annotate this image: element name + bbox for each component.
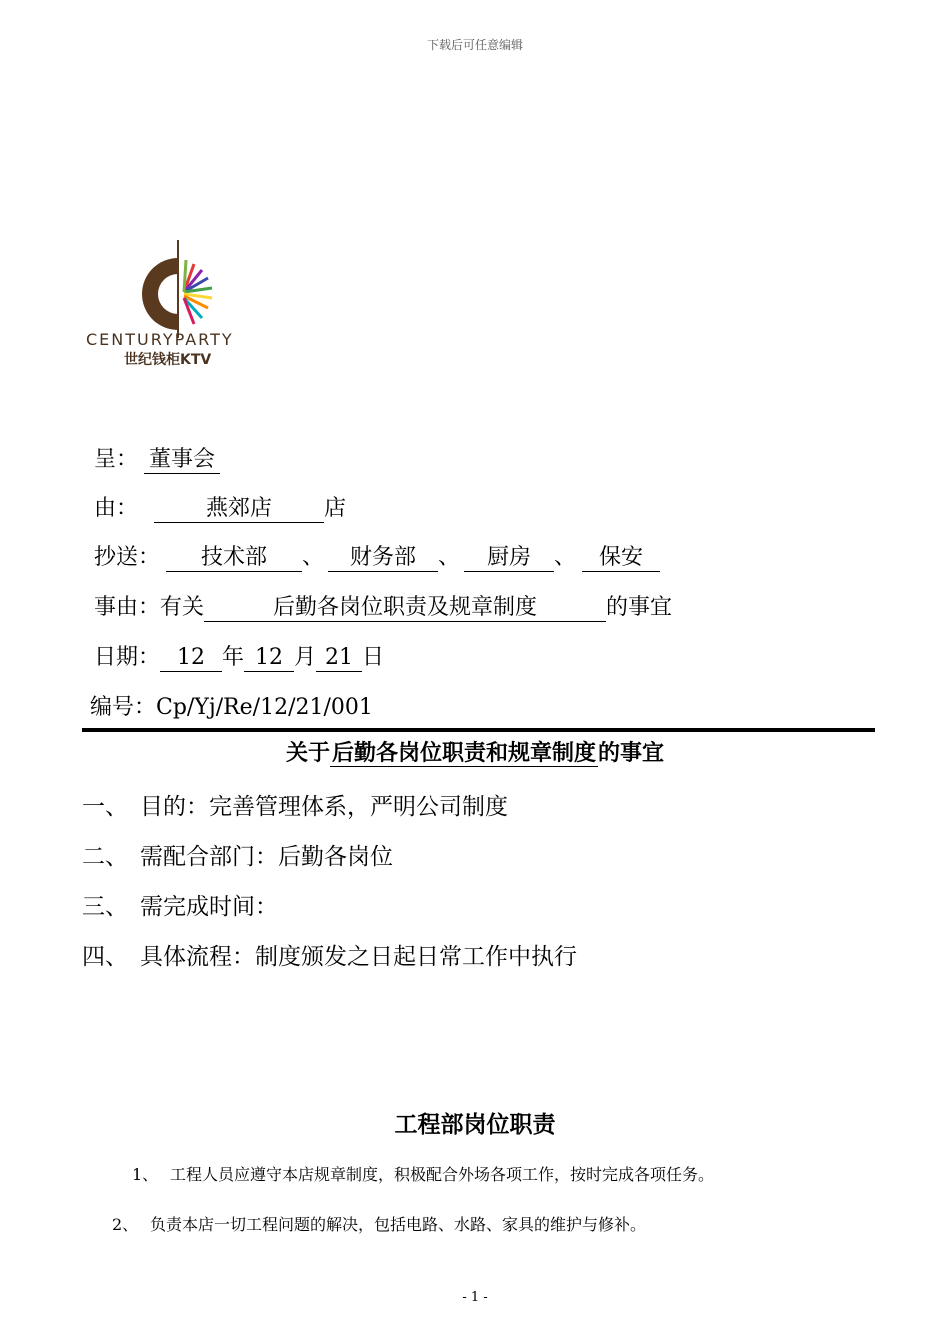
memo-cc-label: 抄送： (94, 545, 161, 570)
memo-number (90, 690, 373, 721)
memo-date-label: 日期： (94, 645, 161, 670)
memo-number-label: 编号： (90, 695, 157, 720)
section-text: 目的：完善管理体系，严明公司制度 (140, 794, 508, 820)
memo-subject (94, 590, 672, 622)
divider-rule (82, 728, 875, 732)
list-item-text: 负责本店一切工程问题的解决，包括电路、水路、家具的维护与修补。 (150, 1215, 647, 1234)
section-item (82, 938, 577, 971)
memo-number-value: Cp/Yj/Re/12/21/001 (156, 695, 373, 720)
memo-to-label: 呈： (94, 447, 139, 472)
memo-date-year-unit: 年 (222, 645, 245, 670)
document-title (0, 736, 950, 767)
memo-from-label: 由： (94, 496, 139, 521)
memo-cc-sep: 、 (554, 545, 577, 570)
memo-subject-value: 后勤各岗位职责及规章制度 (204, 595, 606, 622)
title-subject: 后勤各岗位职责和规章制度 (331, 740, 596, 766)
memo-date-month: 12 (244, 645, 294, 672)
memo-cc-sep: 、 (438, 545, 461, 570)
memo-cc-item: 财务部 (328, 545, 438, 572)
memo-subject-suffix: 的事宜 (606, 595, 673, 620)
memo-date-day: 21 (316, 645, 362, 672)
memo-subject-label: 事由：有关 (94, 595, 205, 620)
memo-from (94, 491, 346, 523)
memo-from-suffix: 店 (324, 496, 347, 521)
memo-date-year: 12 (160, 645, 222, 672)
section-text: 需完成时间： (140, 894, 278, 920)
logo-mark-icon (142, 240, 212, 338)
memo-cc-item: 保安 (582, 545, 660, 572)
subheading: 工程部岗位职责 (394, 1111, 556, 1138)
memo-from-value: 燕郊店 (154, 496, 324, 523)
memo-cc (94, 540, 660, 572)
memo-date (94, 640, 384, 672)
section-text: 具体流程：制度颁发之日起日常工作中执行 (140, 944, 577, 970)
section-num: 三、 (82, 894, 128, 920)
memo-date-day-unit: 日 (362, 645, 385, 670)
page-number: - 1 - (462, 1290, 488, 1305)
memo-to-value: 董事会 (144, 447, 220, 474)
section-item (82, 888, 278, 921)
title-suffix: 的事宜 (598, 740, 665, 766)
memo-cc-sep: 、 (302, 545, 325, 570)
list-item-num: 2、 (112, 1215, 139, 1234)
logo-brand-en: CENTURYPARTY (86, 330, 234, 349)
memo-date-month-unit: 月 (294, 645, 317, 670)
logo-brand-cn: 世纪钱柜KTV (124, 352, 212, 368)
section-num: 四、 (82, 944, 128, 970)
header-note: 下载后可任意编辑 (426, 38, 523, 52)
section-num: 二、 (82, 844, 128, 870)
section-num: 一、 (82, 794, 128, 820)
memo-to (94, 442, 220, 474)
list-item (132, 1162, 714, 1185)
list-item-text: 工程人员应遵守本店规章制度，积极配合外场各项工作，按时完成各项任务。 (170, 1165, 715, 1184)
section-text: 需配合部门：后勤各岗位 (140, 844, 393, 870)
section-item (82, 788, 508, 821)
memo-cc-item: 厨房 (464, 545, 554, 572)
memo-cc-item: 技术部 (166, 545, 302, 572)
title-prefix: 关于 (285, 740, 330, 766)
section-item (82, 838, 393, 871)
list-item-num: 1、 (132, 1165, 159, 1184)
list-item (112, 1212, 646, 1235)
